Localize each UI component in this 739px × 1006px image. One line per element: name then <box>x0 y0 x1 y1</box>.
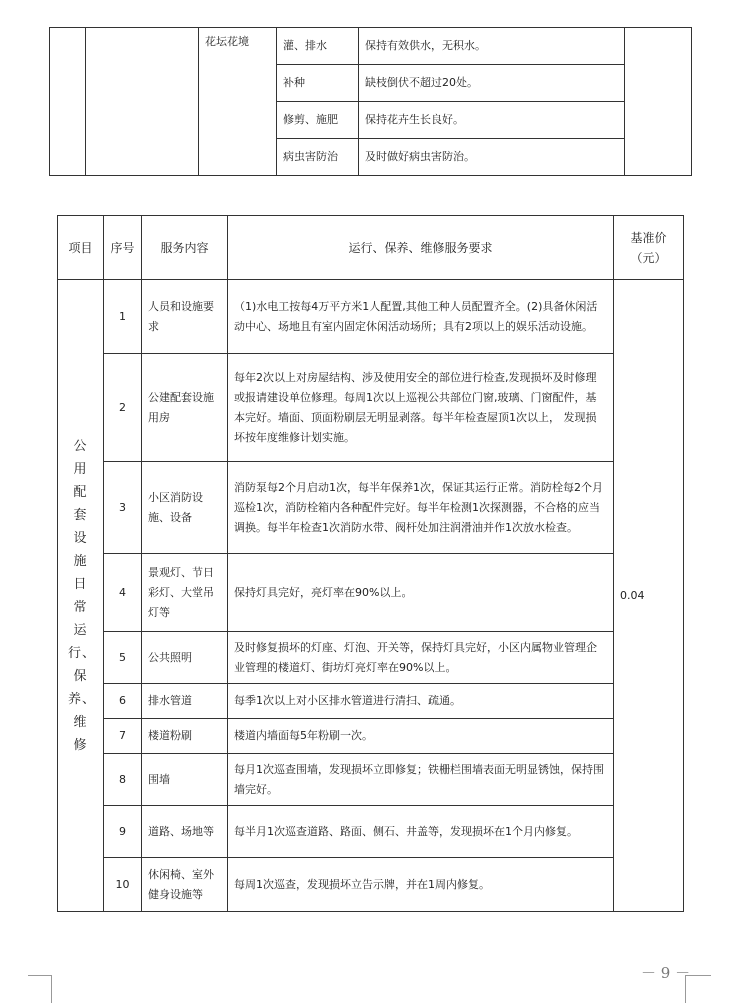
table-row <box>58 632 684 684</box>
header-row <box>58 216 684 280</box>
table-row <box>58 806 684 858</box>
content-cell: 公建配套设施用房 <box>142 354 228 462</box>
crop-mark <box>28 975 52 976</box>
content-cell: 休闲椅、室外健身设施等 <box>142 858 228 912</box>
requirement-cell: 每周1次巡查，发现损坏立告示牌，并在1周内修复。 <box>228 858 614 912</box>
seq-cell: 2 <box>104 354 142 462</box>
item-cell: 灌、排水 <box>277 28 359 65</box>
content-cell: 道路、场地等 <box>142 806 228 858</box>
item-cell: 修剪、施肥 <box>277 102 359 139</box>
table-row <box>58 280 684 354</box>
table-row <box>58 554 684 632</box>
requirement-cell: 保持有效供水，无积水。 <box>359 28 625 65</box>
table-row <box>58 462 684 554</box>
requirement-cell: 每季1次以上对小区排水管道进行清扫、疏通。 <box>228 684 614 719</box>
table-row <box>58 354 684 462</box>
seq-cell: 8 <box>104 754 142 806</box>
content-cell: 景观灯、节日彩灯、大堂吊灯等 <box>142 554 228 632</box>
requirement-cell: 及时修复损坏的灯座、灯泡、开关等，保持灯具完好，小区内属物业管理企业管理的楼道灯、街坊灯亮灯率在90%以上。 <box>228 632 614 684</box>
item-cell: 病虫害防治 <box>277 139 359 176</box>
header-requirement: 运行、保养、维修服务要求 <box>228 216 614 280</box>
table-row <box>58 754 684 806</box>
content-cell: 公共照明 <box>142 632 228 684</box>
requirement-cell: 每半月1次巡查道路、路面、侧石、井盖等，发现损坏在1个月内修复。 <box>228 806 614 858</box>
empty-cell <box>50 28 86 176</box>
seq-cell: 9 <box>104 806 142 858</box>
header-price: 基准价（元） <box>614 216 684 280</box>
content-cell: 楼道粉刷 <box>142 719 228 754</box>
table-row <box>58 719 684 754</box>
seq-cell: 5 <box>104 632 142 684</box>
service-requirements-table <box>57 215 684 912</box>
seq-cell: 7 <box>104 719 142 754</box>
empty-cell <box>86 28 199 176</box>
seq-cell: 10 <box>104 858 142 912</box>
content-cell: 小区消防设施、设备 <box>142 462 228 554</box>
requirement-cell: 及时做好病虫害防治。 <box>359 139 625 176</box>
category-cell: 公用配套设施日常运行、保养、维修 <box>58 280 104 912</box>
crop-mark <box>51 975 52 1003</box>
content-cell: 围墙 <box>142 754 228 806</box>
table-row <box>50 28 692 65</box>
seq-cell: 4 <box>104 554 142 632</box>
requirement-cell: 楼道内墙面每5年粉刷一次。 <box>228 719 614 754</box>
header-project: 项目 <box>58 216 104 280</box>
header-content: 服务内容 <box>142 216 228 280</box>
table-row <box>58 858 684 912</box>
requirement-cell: 每年2次以上对房屋结构、涉及使用安全的部位进行检查,发现损坏及时修理或报请建设单位修理。每周1次以上巡视公共部位门窗,玻璃、门窗配件，基本完好。墙面、顶面粉刷层无明显剥落。每半年检查屋顶1次以上， 发现损坏按年度维修计划实施。 <box>228 354 614 462</box>
empty-cell <box>625 28 692 176</box>
requirement-cell: 缺枝倒伏不超过20处。 <box>359 65 625 102</box>
group-cell: 花坛花境 <box>199 28 277 176</box>
requirement-cell: 每月1次巡查围墙，发现损坏立即修复；铁栅栏围墙表面无明显锈蚀，保持围墙完好。 <box>228 754 614 806</box>
seq-cell: 1 <box>104 280 142 354</box>
content-cell: 排水管道 <box>142 684 228 719</box>
price-cell: 0.04 <box>614 280 684 912</box>
requirement-cell: 消防泵每2个月启动1次，每半年保养1次，保证其运行正常。消防栓每2个月巡检1次，消防栓箱内各种配件完好。每半年检测1次探测器，不合格的应当调换。每半年检查1次消防水带、阀杆处加注润滑油并作1次放水检查。 <box>228 462 614 554</box>
content-cell: 人员和设施要求 <box>142 280 228 354</box>
requirement-cell: 保持灯具完好，亮灯率在90%以上。 <box>228 554 614 632</box>
header-seq: 序号 <box>104 216 142 280</box>
seq-cell: 6 <box>104 684 142 719</box>
requirement-cell: （1)水电工按每4万平方米1人配置,其他工种人员配置齐全。(2)具备休闲活动中心、场地且有室内固定休闲活动场所；具有2项以上的娱乐活动设施。 <box>228 280 614 354</box>
item-cell: 补种 <box>277 65 359 102</box>
top-continued-table <box>49 27 692 176</box>
requirement-cell: 保持花卉生长良好。 <box>359 102 625 139</box>
seq-cell: 3 <box>104 462 142 554</box>
page-number: － 9 － <box>641 964 691 982</box>
table-row <box>58 684 684 719</box>
